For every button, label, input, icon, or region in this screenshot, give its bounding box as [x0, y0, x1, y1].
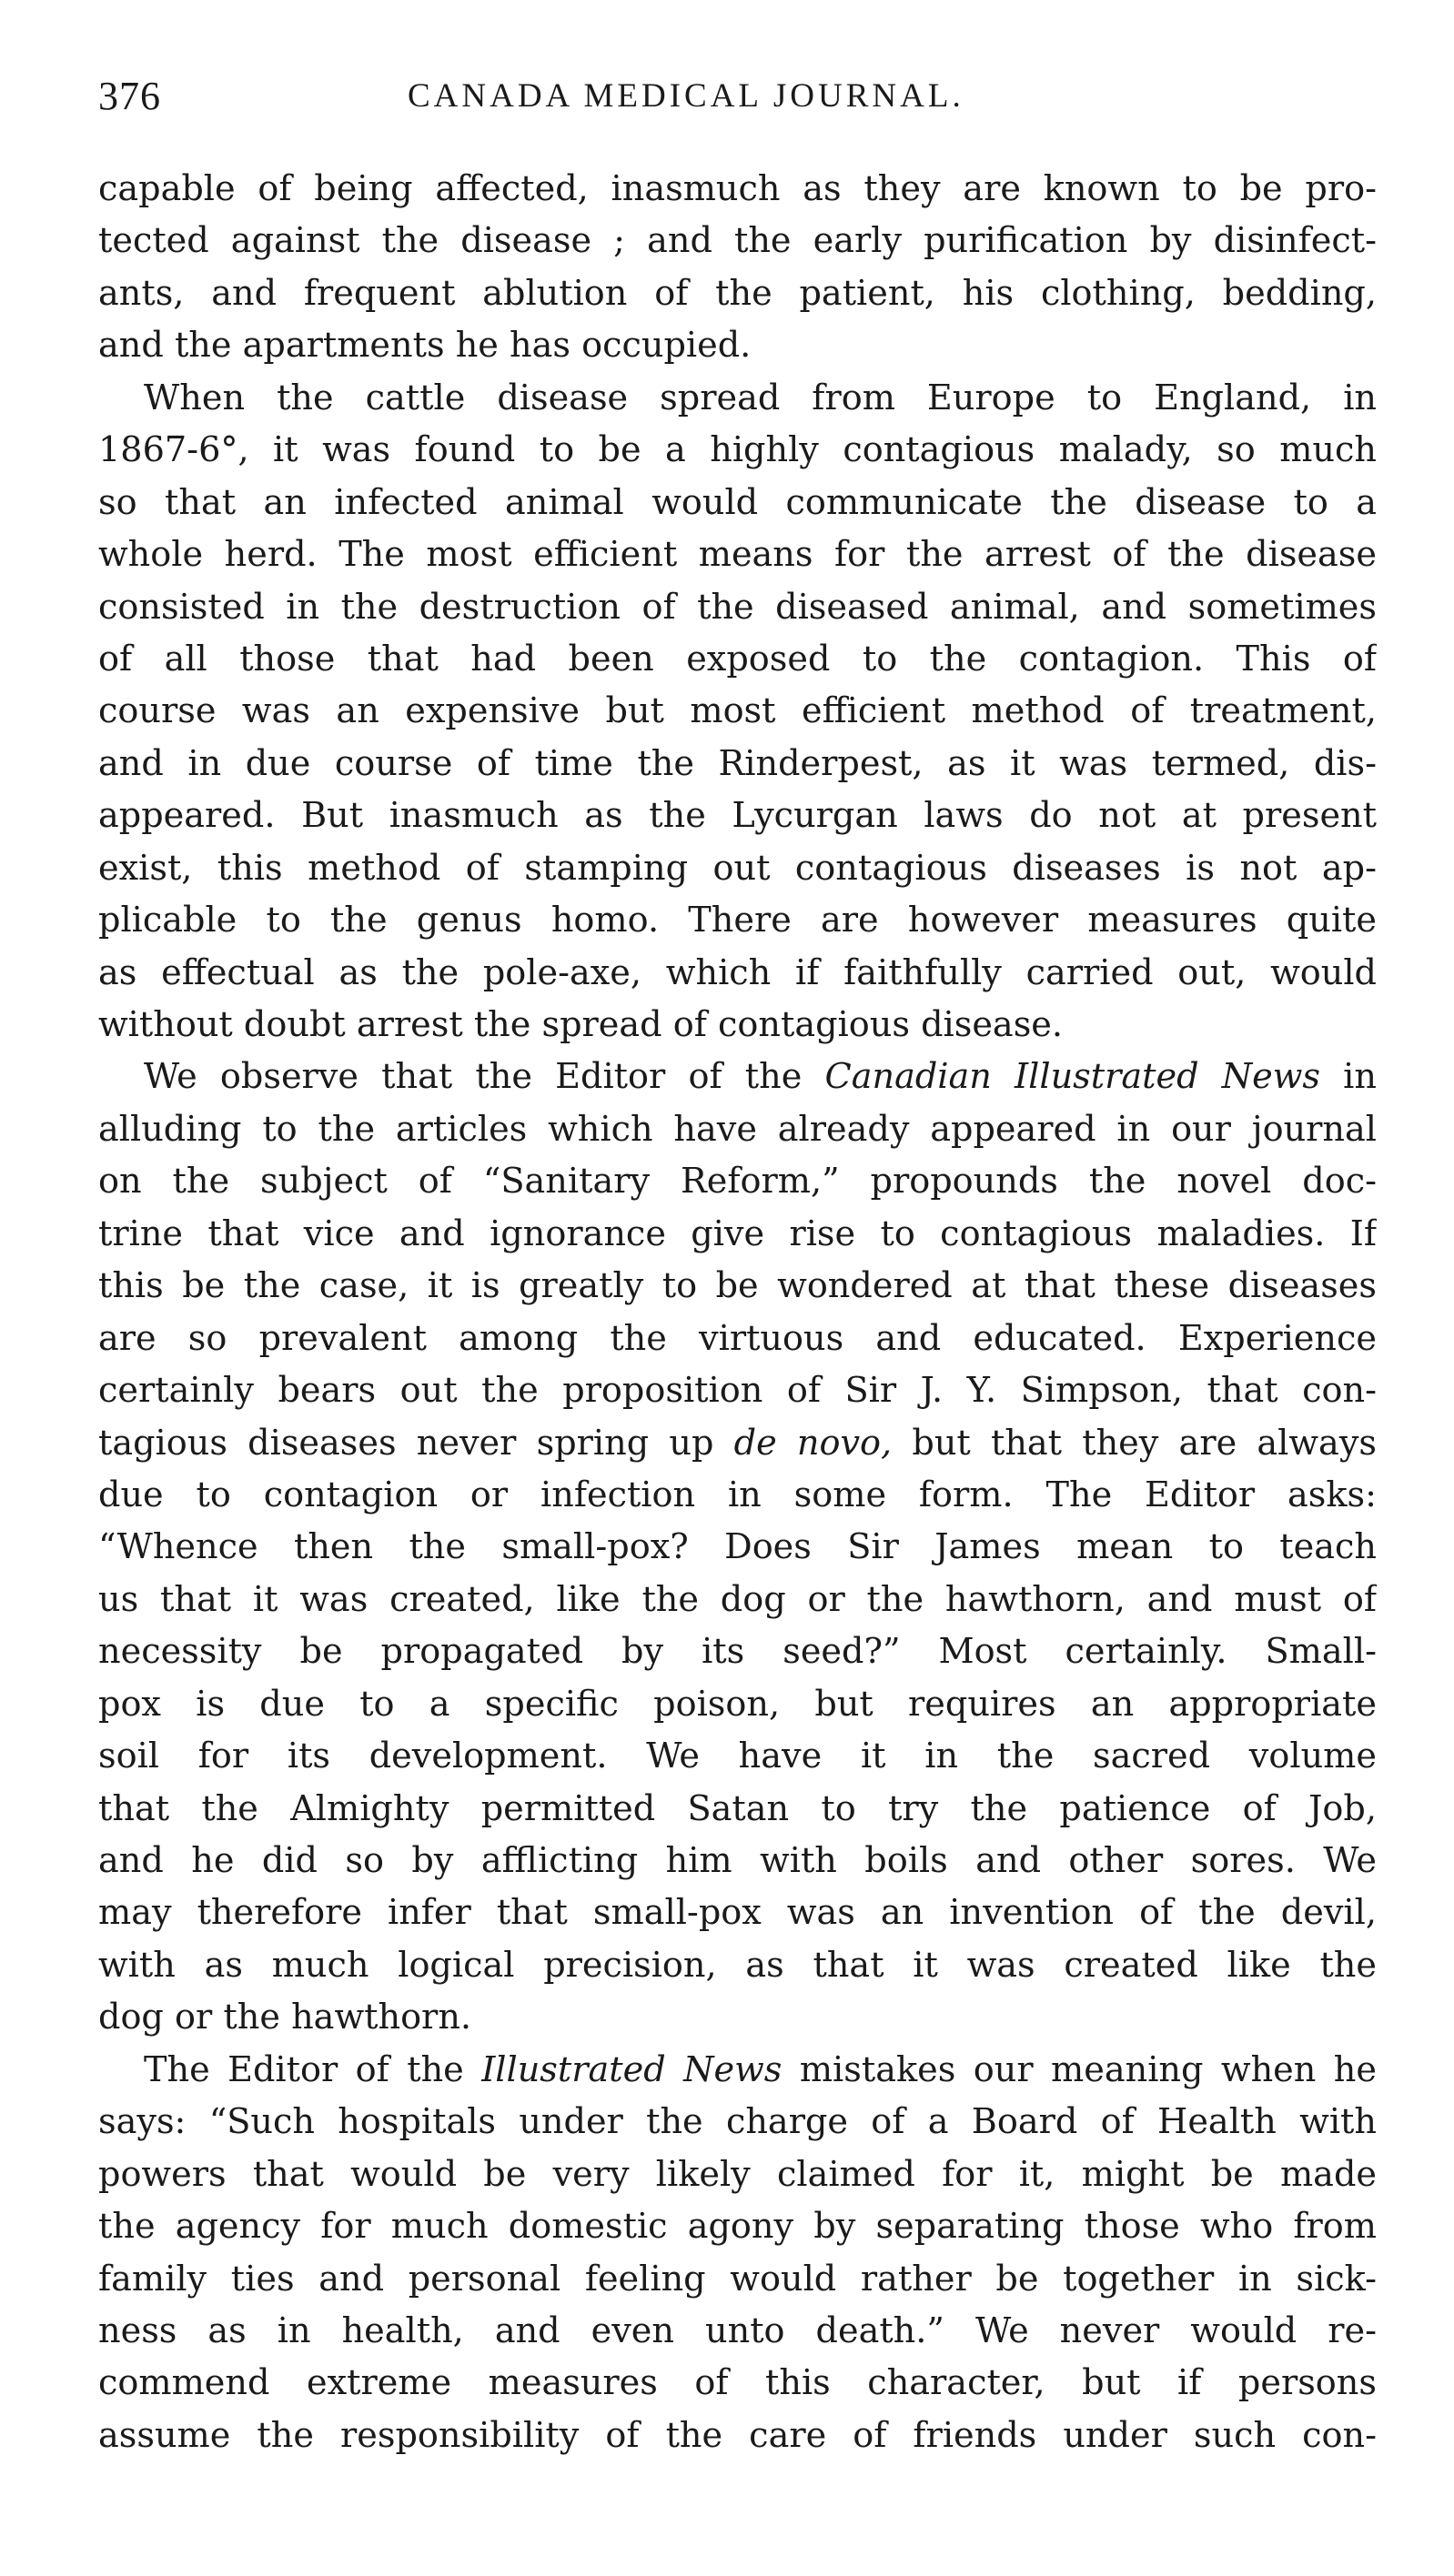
text-line: powers that would be very likely claimed for it, might be made: [98, 2154, 1377, 2195]
text-line: and he did so by afflicting him with boils and other sores. We: [98, 1841, 1377, 1881]
text-line: dog or the hawthorn.: [98, 1997, 472, 2038]
text-segment: tagious diseases never spring up: [98, 1423, 734, 1464]
text-line: course was an expensive but most efficient method of treatment,: [98, 691, 1377, 732]
text-line: so that an infected animal would communicate the disease to a: [98, 482, 1377, 523]
body-text: [98, 164, 1377, 2462]
text-line: When the cattle disease spread from Europe to England, in: [144, 377, 1377, 418]
text-line: may therefore infer that small-pox was an invention of the devil,: [98, 1893, 1377, 1934]
text-line: family ties and personal feeling would rather be together in sick-: [98, 2259, 1377, 2299]
text-line: of all those that had been exposed to the contagion. This of: [98, 639, 1377, 679]
running-head: CANADA MEDICAL JOURNAL.: [408, 77, 964, 115]
text-line: [98, 1418, 1377, 1470]
text-line: commend extreme measures of this character, but if persons: [98, 2363, 1377, 2404]
text-line: ness as in health, and even unto death.” We never would re-: [98, 2310, 1377, 2351]
text-line: due to contagion or infection in some form. The Editor asks:: [98, 1474, 1377, 1515]
text-line: exist, this method of stamping out contagious diseases is not ap-: [98, 848, 1377, 889]
text-line: says: “Such hospitals under the charge of a Board of Health with: [98, 2102, 1377, 2143]
page-header: [98, 73, 1372, 127]
text-line: ants, and frequent ablution of the patient, his clothing, bedding,: [98, 273, 1377, 314]
text-line: [98, 2045, 1377, 2097]
text-segment: mistakes our meaning when he: [782, 2049, 1377, 2090]
text-line: this be the case, it is greatly to be wondered at that these diseases: [98, 1266, 1377, 1307]
text-line: “Whence then the small-pox? Does Sir James mean to teach: [98, 1527, 1377, 1568]
page-number: 376: [98, 74, 161, 118]
italic-publication-title: Canadian Illustrated News: [824, 1057, 1320, 1098]
text-line: 1867-6°, it was found to be a highly contagious malady, so much: [98, 430, 1377, 471]
text-line: necessity be propagated by its seed?” Most certainly. Small-: [98, 1632, 1377, 1673]
text-line: without doubt arrest the spread of contagious disease.: [98, 1005, 1064, 1045]
text-line: soil for its development. We have it in the sacred volume: [98, 1736, 1377, 1777]
text-line: consisted in the destruction of the diseased animal, and sometimes: [98, 587, 1377, 628]
text-segment: in: [1320, 1057, 1377, 1098]
text-line: that the Almighty permitted Satan to try the patience of Job,: [98, 1788, 1377, 1829]
text-line: certainly bears out the proposition of Sir J. Y. Simpson, that con-: [98, 1371, 1377, 1412]
text-line: are so prevalent among the virtuous and educated. Experience: [98, 1318, 1377, 1359]
text-line: trine that vice and ignorance give rise to contagious maladies. If: [98, 1213, 1377, 1254]
text-line: the agency for much domestic agony by separating those who from: [98, 2207, 1377, 2248]
text-line: [98, 1052, 1377, 1103]
italic-publication-title: Illustrated News: [481, 2049, 783, 2090]
text-segment: We observe that the Editor of the: [144, 1057, 825, 1098]
text-segment: but that they are always: [892, 1423, 1377, 1464]
text-line: and the apartments he has occupied.: [98, 326, 752, 367]
text-line: on the subject of “Sanitary Reform,” propounds the novel doc-: [98, 1162, 1377, 1202]
text-line: tected against the disease ; and the early purification by disinfect-: [98, 221, 1377, 262]
italic-phrase: de novo,: [733, 1423, 893, 1464]
text-line: as effectual as the pole-axe, which if faithfully carried out, would: [98, 952, 1377, 993]
text-line: whole herd. The most efficient means for the arrest of the disease: [98, 535, 1377, 576]
text-line: us that it was created, like the dog or the hawthorn, and must of: [98, 1579, 1377, 1620]
text-line: assume the responsibility of the care of friends under such con-: [98, 2415, 1377, 2456]
text-line: with as much logical precision, as that it was created like the: [98, 1945, 1377, 1986]
text-line: appeared. But inasmuch as the Lycurgan laws do not at present: [98, 796, 1377, 837]
text-line: pox is due to a specific poison, but requires an appropriate: [98, 1684, 1377, 1725]
text-line: alluding to the articles which have already appeared in our journal: [98, 1109, 1377, 1150]
text-line: and in due course of time the Rinderpest, as it was termed, dis-: [98, 743, 1377, 784]
text-line: plicable to the genus homo. There are however measures quite: [98, 901, 1377, 941]
text-line: capable of being affected, inasmuch as they are known to be pro-: [98, 169, 1377, 209]
text-segment: The Editor of the: [144, 2049, 482, 2090]
